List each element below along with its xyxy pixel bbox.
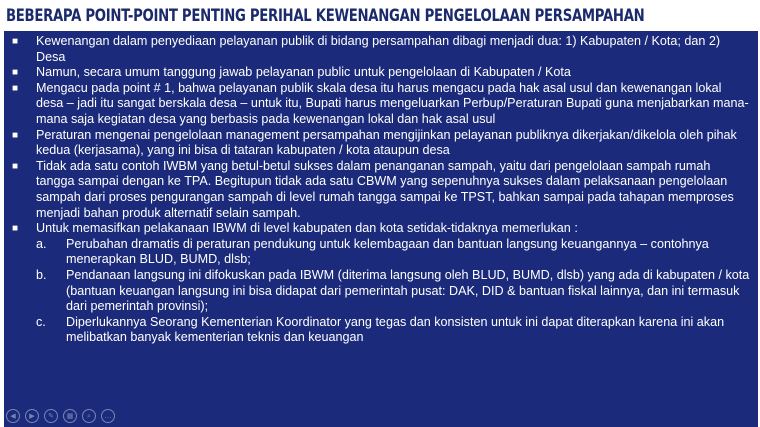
sub-item-label: c.: [36, 314, 46, 329]
grid-view-icon[interactable]: ▦: [63, 409, 77, 423]
zoom-icon[interactable]: ⌕: [82, 409, 96, 423]
bullet-text: Peraturan mengenai pengelolaan management persampahan mengijinkan pelayanan publiknya dikerjakan/dikelola oleh pihak kedua (kerjasama), yang ini bisa di tataran kabupaten / kota ataupun desa: [36, 127, 737, 158]
bullet-item: [10, 159, 750, 221]
slideshow-controls: [6, 409, 115, 423]
bullet-square-icon: ■: [12, 160, 19, 172]
bullet-text: Tidak ada satu contoh IWBM yang betul-betul sukses dalam penanganan sampah, yaitu dari pengelolaan sampah rumah tangga sampai dengan ke TPA. Begitupun tidak ada satu CBWM yang sepenuhnya sukses dalam pelaksanaan pengelolaan sampah dari proses pengurangan sampah di level rumah tangga sampai ke TPST, bahkan sampai pada tahapan memproses menjadi bahan produk alternatif selain sampah.: [36, 158, 734, 220]
bullet-item: [10, 65, 750, 81]
sub-item-label: a.: [36, 236, 47, 251]
next-slide-icon[interactable]: ▶: [25, 409, 39, 423]
bullet-square-icon: ■: [12, 82, 19, 94]
bullet-item: [10, 221, 750, 237]
previous-slide-icon[interactable]: ◀: [6, 409, 20, 423]
bullet-item: [10, 128, 750, 159]
more-options-icon[interactable]: …: [101, 409, 115, 423]
sub-item: [10, 268, 750, 315]
pen-icon[interactable]: ✎: [44, 409, 58, 423]
bullet-text: Kewenangan dalam penyediaan pelayanan publik di bidang persampahan dibagi menjadi dua: 1) Kabupaten / Kota; dan 2) Desa: [36, 34, 721, 64]
sub-item-text: Diperlukannya Seorang Kementerian Koordinator yang tegas dan konsisten untuk ini dapat diterapkan karena ini akan melibatkan banyak kementerian teknis dan keuangan: [66, 314, 725, 345]
sub-item: [10, 237, 750, 268]
bullet-item: [10, 81, 750, 128]
sub-item: [10, 315, 750, 346]
bullet-text: Mengacu pada point # 1, bahwa pelayanan publik skala desa itu harus mengacu pada hak asal usul dan kewenangan lokal desa – jadi itu sangat berskala desa – untuk itu, Bupati harus mengeluarkan Perbup/Peraturan Bupati guna menjabarkan mana-mana saja kegiatan desa yang berbasis pada kewenangan lokal dan hak asal usul: [36, 80, 749, 126]
bullet-item: [10, 34, 750, 65]
bullet-text: Untuk memasifkan pelakanaan IBWM di level kabupaten dan kota setidak-tidaknya memerlukan :: [36, 221, 578, 236]
sub-item-text: Perubahan dramatis di peraturan pendukung untuk kelembagaan dan bantuan langsung keuangannya – contohnya menerapkan BLUD, BUMD, dlsb;: [66, 236, 709, 267]
slide-title: BEBERAPA POINT-POINT PENTING PERIHAL KEWENANGAN PENGELOLAAN PERSAMPAHAN: [6, 6, 645, 26]
sub-item-text: Pendanaan langsung ini difokuskan pada IBWM (diterima langsung oleh BLUD, BUMD, dlsb) yang ada di kabupaten / kota (bantuan keuangan langsung ini bisa didapat dari pemerintah pusat: DAK, DID & bantuan fiskal lainnya, dan ini termasuk dari pemerintah provinsi);: [66, 267, 750, 314]
bullet-list: [4, 31, 758, 346]
sub-item-label: b.: [36, 267, 47, 282]
bullet-square-icon: ■: [12, 36, 19, 47]
bullet-text: Namun, secara umum tanggung jawab pelayanan public untuk pengelolaan di Kabupaten / Kota: [36, 65, 571, 80]
content-panel: [4, 31, 758, 427]
bullet-square-icon: ■: [12, 67, 19, 79]
bullet-square-icon: ■: [12, 129, 19, 141]
bullet-square-icon: ■: [12, 223, 19, 235]
